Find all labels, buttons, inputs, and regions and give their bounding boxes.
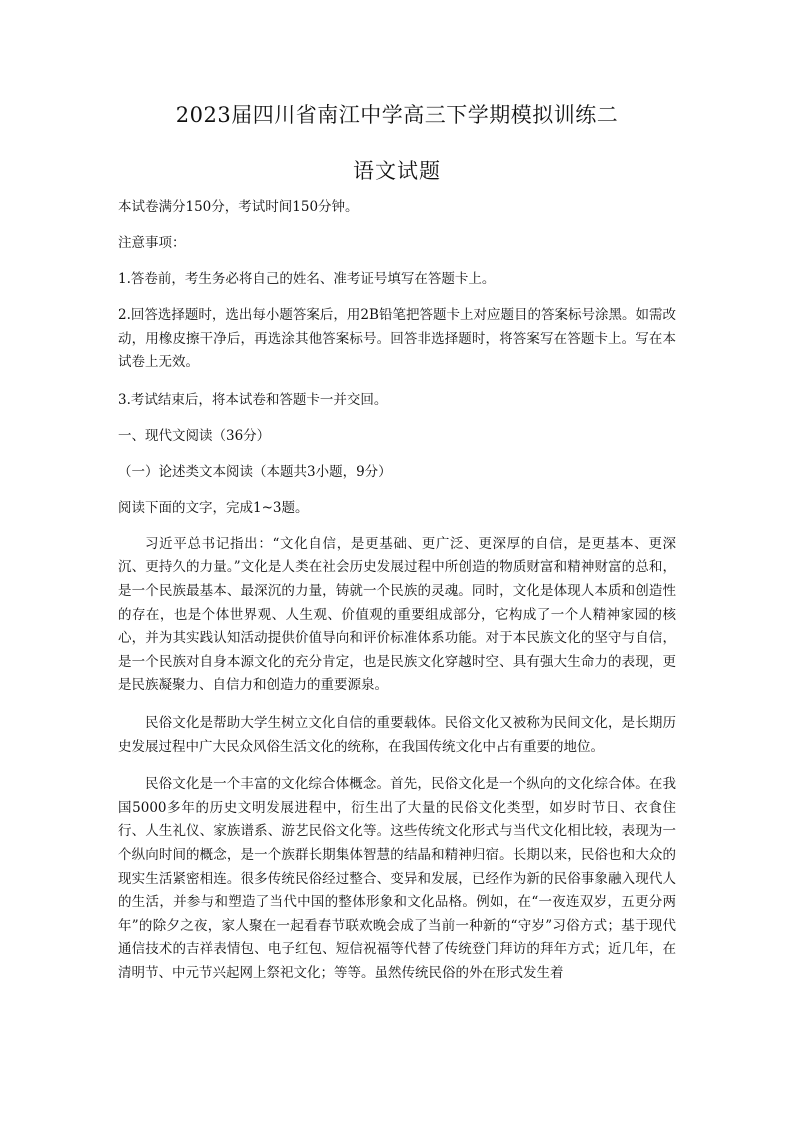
reading-instruction: 阅读下面的文字，完成1~3题。 (118, 499, 309, 516)
note-2: 2.回答选择题时，选出每小题答案后，用2B铅笔把答题卡上对应题目的答案标号涂黑。如需改动，用橡皮擦干净后，再选涂其他答案标号。回答非选择题时，将答案写在答题卡上。写在本试卷上无效。 (118, 307, 676, 371)
passage-paragraph-2: 民俗文化是帮助大学生树立文化自信的重要载体。民俗文化又被称为民间文化，是长期历史发展过程中广大民众风俗生活文化的统称，在我国传统文化中占有重要的地位。 (118, 714, 676, 755)
passage-paragraph-3: 民俗文化是一个丰富的文化综合体概念。首先，民俗文化是一个纵向的文化综合体。在我国5000多年的历史文明发展进程中，衍生出了大量的民俗文化类型，如岁时节日、衣食住行、人生礼仪、家族谱系、游艺民俗文化等。这些传统文化形式与当代文化相比较，表现为一个纵向时间的概念，是一个族群长期集体智慧的结晶和精神归宿。长期以来，民俗也和大众的现实生活紧密相连。很多传统民俗经过整合、变异和发展，已经作为新的民俗事象融入现代人的生活，并参与和塑造了当代中国的整体形象和文化品格。例如，在“一夜连双岁，五更分两年”的除夕之夜，家人聚在一起看春节联欢晚会成了当前一种新的“守岁”习俗方式；基于现代通信技术的吉祥表情包、电子红包、短信祝福等代替了传统登门拜访的拜年方式；近几年，在清明节、中元节兴起网上祭祀文化；等等。虽然传统民俗的外在形式发生着 (118, 776, 676, 981)
note-3: 3.考试结束后，将本试卷和答题卡一并交回。 (118, 391, 388, 408)
document-title: 2023届四川省南江中学高三下学期模拟训练二 (175, 103, 619, 127)
exam-intro: 本试卷满分150分，考试时间150分钟。 (118, 199, 359, 215)
document-subtitle: 语文试题 (353, 159, 441, 183)
notes-heading: 注意事项： (118, 235, 186, 251)
note-1: 1.答卷前，考生务必将自己的姓名、准考证号填写在答题卡上。 (118, 271, 496, 287)
subsection-heading: （一）论述类文本阅读（本题共3小题，9分） (118, 463, 392, 480)
passage-paragraph-1: 习近平总书记指出：“文化自信，是更基础、更广泛、更深厚的自信，是更基本、更深沉、更持久的力量。”文化是人类在社会历史发展过程中所创造的物质财富和精神财富的总和，是一个民族最基本、最深沉的力量，铸就一个民族的灵魂。同时，文化是体现人本质和创造性的存在，也是个体世界观、人生观、价值观的重要组成部分，它构成了一个人精神家园的核心，并为其实践认知活动提供价值导向和评价标准体系功能。对于本民族文化的坚守与自信，是一个民族对自身本源文化的充分肯定，也是民族文化穿越时空、具有强大生命力的表现，更是民族凝聚力、自信力和创造力的重要源泉。 (118, 535, 676, 694)
section-heading: 一、现代文阅读（36分） (118, 427, 271, 444)
